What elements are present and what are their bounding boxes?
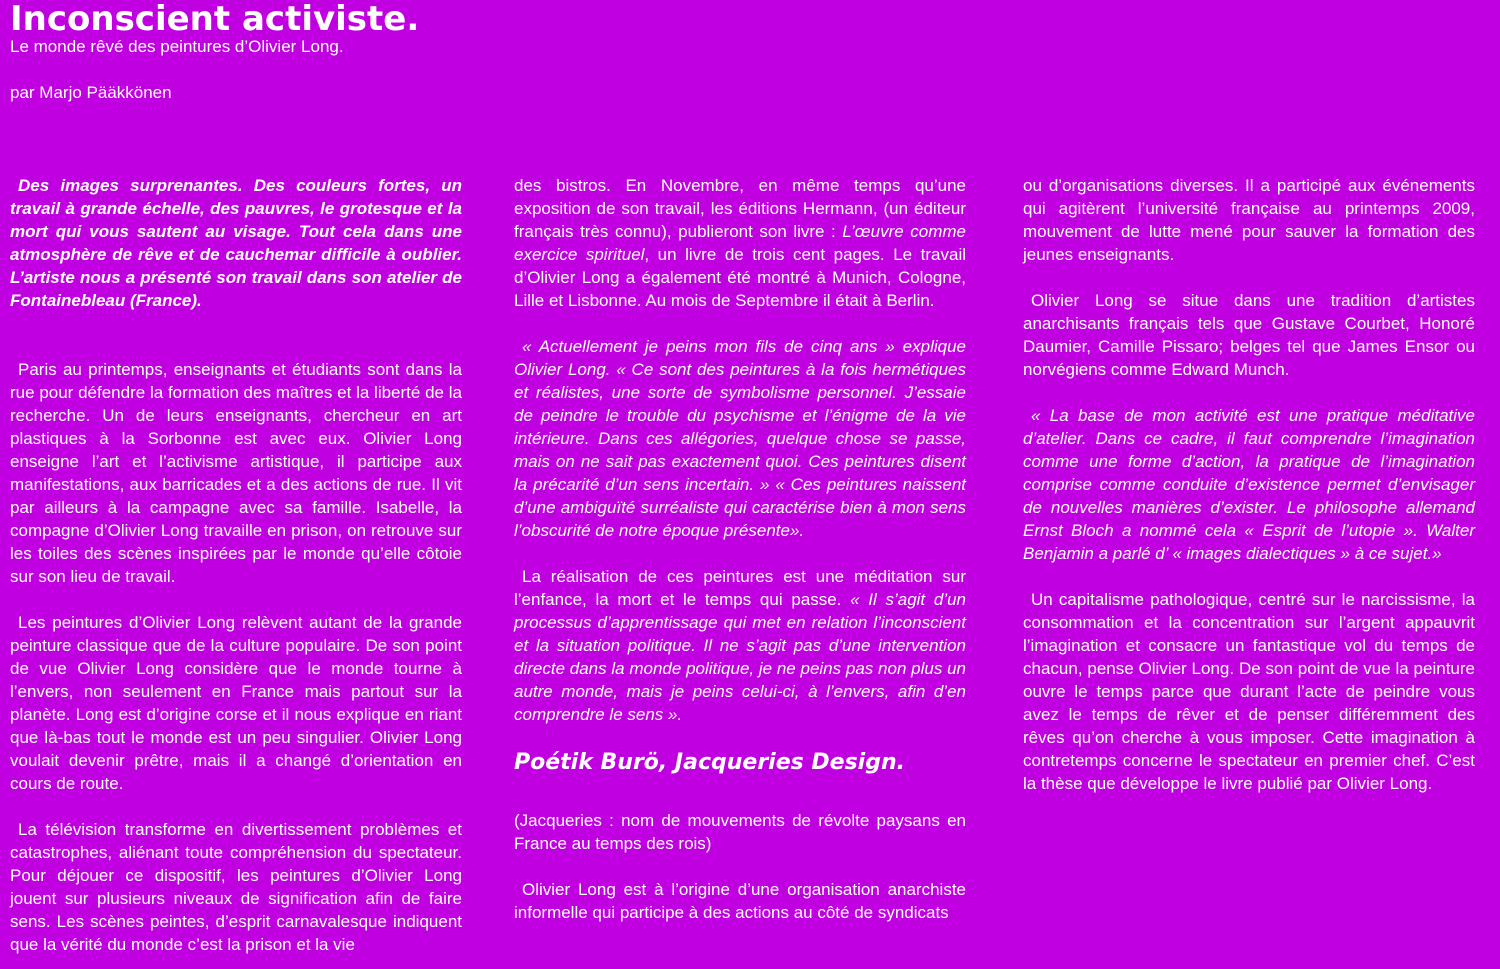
paragraph: ou d’organisations diverses. Il a participé aux événements qui agitèrent l’université française au printemps 2009, mouvement de lutte mené pour sauver la formation des jeunes enseignants. [1023, 176, 1475, 264]
paragraph: Paris au printemps, enseignants et étudiants sont dans la rue pour défendre la formation des maîtres et la liberté de la recherche. Un de leurs enseignants, chercheur en art plastiques à la Sorbonne est avec eux. Olivier Long enseigne l’art et l’activisme artistique, il participe aux manifestations, aux barricades et a des actions de rue. Il vit par ailleurs à la campagne avec sa famille. Isabelle, la compagne d’Olivier Long travaille en prison, on retrouve sur les toiles des scènes inspirées par le monde qu’elle côtoie sur son lieu de travail. [10, 360, 462, 586]
quote-paragraph: « La base de mon activité est une pratique méditative d’atelier. Dans ce cadre, il faut comprendre l’imagination comme une forme d’action, la pratique de l’imagination comprise comme conduite d’existence permet d’envisager de nouvelles manières d’exister. Le philosophe allemand Ernst Bloch a nommé cela « Esprit de l’utopie ». Walter Benjamin a parlé d’ « images dialectiques » à ce sujet.» [1023, 406, 1475, 563]
paragraph: Un capitalisme pathologique, centré sur le narcissisme, la consommation et la concentration sur l’argent appauvrit l’imagination et consacre un fantastique vol du temps de chacun, pense Olivier Long. De son point de vue la peinture ouvre le temps parce que durant l’acte de peindre vous avez le temps de rêver et de penser différemment des rêves qu’on cherche à vous imposer. Cette imagination à contretemps concerne le spectateur en premier chef. C’est la thèse que développe le livre publié par Olivier Long. [1023, 590, 1475, 793]
paragraph-text: des bistros. En Novembre, en même temps qu’une exposition de son travail, les éditions Hermann, (un éditeur français très connu), publieront son livre : [514, 176, 966, 241]
quote-text: « Il s’agit d’un processus d’apprentissage qui met en relation l’inconscient et la situation politique. Il ne s’agit pas d’une intervention directe dans la monde politique, je ne peins pas non plus un autre monde, mais je peins celui-ci, à l’envers, afin d’en comprendre le sens ». [514, 590, 967, 724]
paragraph [514, 174, 966, 312]
paragraph [514, 565, 966, 726]
article-column-1 [10, 174, 462, 956]
article-column-3 [1023, 174, 1475, 795]
page-title: Inconscient activiste. [10, 0, 420, 39]
paragraph: (Jacqueries : nom de mouvements de révolte paysans en France au temps des rois) [514, 811, 966, 853]
section-heading: Poétik Burö, Jacqueries Design. [514, 750, 905, 775]
article-intro: Des images surprenantes. Des couleurs fortes, un travail à grande échelle, des pauvres, le grotesque et la mort qui vous sautent au visage. Tout cela dans une atmosphère de rêve et de cauchemar difficile à oublier. L’artiste nous a présenté son travail dans son atelier de Fontainebleau (France). [10, 176, 462, 310]
paragraph-text: , un livre de trois cent pages. Le travail d’Olivier Long a également été montré à Munich, Cologne, Lille et Lisbonne. Au mois de Septembre il était à Berlin. [514, 245, 966, 310]
quote-paragraph: « Actuellement je peins mon fils de cinq ans » explique Olivier Long. « Ce sont des peintures à la fois hermétiques et réalistes, une sorte de symbolisme personnel. J’essaie de peindre le trouble du psychisme et l’énigme de la vie intérieure. Dans ces allégories, quelque chose se passe, mais on ne sait pas exactement quoi. Ces peintures disent la précarité d’un sens incertain. » « Ces peintures naissent d’une ambiguïté surréaliste qui caractérise bien à mon sens l’obscurité de notre époque présente». [514, 337, 966, 540]
book-title: L’œuvre comme exercice spirituel [514, 222, 966, 264]
paragraph: Les peintures d’Olivier Long relèvent autant de la grande peinture classique que de la culture populaire. De son point de vue Olivier Long considère que le monde tourne à l’envers, non seulement en France mais partout sur la planète. Long est d’origine corse et il nous explique en riant que là-bas tout le monde est un peu singulier. Olivier Long voulait devenir prêtre, mais il a changé d’orientation en cours de route. [10, 613, 462, 793]
paragraph: Olivier Long se situe dans une tradition d’artistes anarchisants français tels que Gustave Courbet, Honoré Daumier, Camille Pissaro; belges tel que James Ensor ou norvégiens comme Edward Munch. [1023, 291, 1475, 379]
paragraph: La télévision transforme en divertissement problèmes et catastrophes, aliénant toute compréhension du spectateur. Pour déjouer ce dispositif, les peintures d’Olivier Long jouent sur plusieurs niveaux de signification afin de faire sens. Les scènes peintes, d’esprit carnavalesque indiquent que la vérité du monde c’est la prison et la vie [10, 820, 462, 954]
author-byline: par Marjo Pääkkönen [10, 83, 172, 102]
article-column-2 [514, 174, 966, 924]
page-subtitle: Le monde rêvé des peintures d’Olivier Long. [10, 37, 344, 56]
paragraph: Olivier Long est à l’origine d’une organisation anarchiste informelle qui participe à des actions au côté de syndicats [514, 880, 966, 922]
paragraph-text: La réalisation de ces peintures est une méditation sur l’enfance, la mort et le temps qui passe. [514, 567, 966, 609]
